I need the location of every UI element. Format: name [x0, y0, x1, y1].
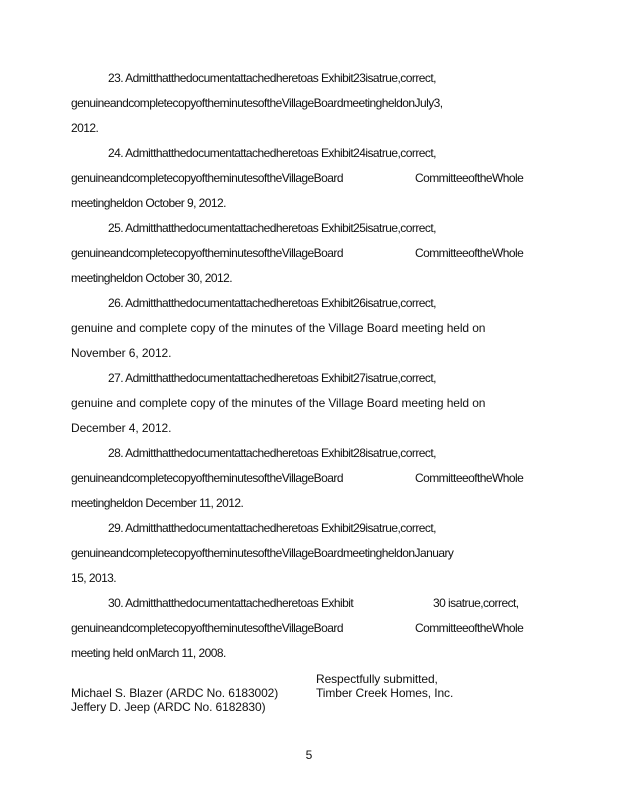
request-text-line: 2012.	[71, 121, 99, 135]
request-text-line: 15, 2013.	[71, 571, 117, 585]
request-text-line: meeting held onMarch 11, 2008.	[71, 646, 226, 660]
request-text-line: December 4, 2012.	[71, 421, 172, 435]
request-text-line: 28. Admitthatthedocumentattachedheretoas Exhibit28isatrue,correct,	[108, 446, 436, 460]
request-text-line: 23. Admitthatthedocumentattachedheretoas Exhibit23isatrue,correct,	[108, 71, 436, 85]
client-name: Timber Creek Homes, Inc.	[316, 686, 454, 700]
request-text-line: CommitteeoftheWhole	[415, 246, 524, 260]
request-text-line: genuineandcompletecopyoftheminutesoftheVillageBoardmeetingheldonJanuary	[71, 546, 454, 560]
request-text-line: 25. Admitthatthedocumentattachedheretoas Exhibit25isatrue,correct,	[108, 221, 436, 235]
request-text-line: 30 isatrue,correct,	[433, 596, 519, 610]
request-text-line: genuineandcompletecopyoftheminutesoftheVillageBoardmeetingheldonJuly3,	[71, 96, 443, 110]
request-text-line: genuineandcompletecopyoftheminutesoftheVillageBoard	[71, 471, 343, 485]
request-text-line: genuineandcompletecopyoftheminutesoftheVillageBoard	[71, 621, 343, 635]
attorney-name: Jeffery D. Jeep (ARDC No. 6182830)	[71, 700, 266, 714]
request-text-line: 29. Admitthatthedocumentattachedheretoas Exhibit29isatrue,correct,	[108, 521, 436, 535]
request-text-line: November 6, 2012.	[71, 346, 172, 360]
request-text-line: 26. Admitthatthedocumentattachedheretoas Exhibit26isatrue,correct,	[108, 296, 436, 310]
request-text-line: genuine and complete copy of the minutes of the Village Board meeting held on	[71, 321, 486, 335]
request-text-line: 30. Admitthatthedocumentattachedheretoas Exhibit	[108, 596, 354, 610]
request-text-line: CommitteeoftheWhole	[415, 171, 524, 185]
request-text-line: CommitteeoftheWhole	[415, 471, 524, 485]
request-text-line: meetingheldon October 9, 2012.	[71, 196, 226, 210]
page-number: 5	[305, 748, 313, 762]
request-text-line: meetingheldon December 11, 2012.	[71, 496, 244, 510]
request-text-line: 27. Admitthatthedocumentattachedheretoas Exhibit27isatrue,correct,	[108, 371, 436, 385]
request-text-line: 24. Admitthatthedocumentattachedheretoas Exhibit24isatrue,correct,	[108, 146, 436, 160]
request-text-line: genuineandcompletecopyoftheminutesoftheVillageBoard	[71, 171, 343, 185]
respectfully-submitted: Respectfully submitted,	[316, 672, 438, 686]
attorney-name: Michael S. Blazer (ARDC No. 6183002)	[71, 686, 279, 700]
request-text-line: meetingheldon October 30, 2012.	[71, 271, 233, 285]
request-text-line: genuine and complete copy of the minutes of the Village Board meeting held on	[71, 396, 486, 410]
request-text-line: CommitteeoftheWhole	[415, 621, 524, 635]
request-text-line: genuineandcompletecopyoftheminutesoftheVillageBoard	[71, 246, 343, 260]
